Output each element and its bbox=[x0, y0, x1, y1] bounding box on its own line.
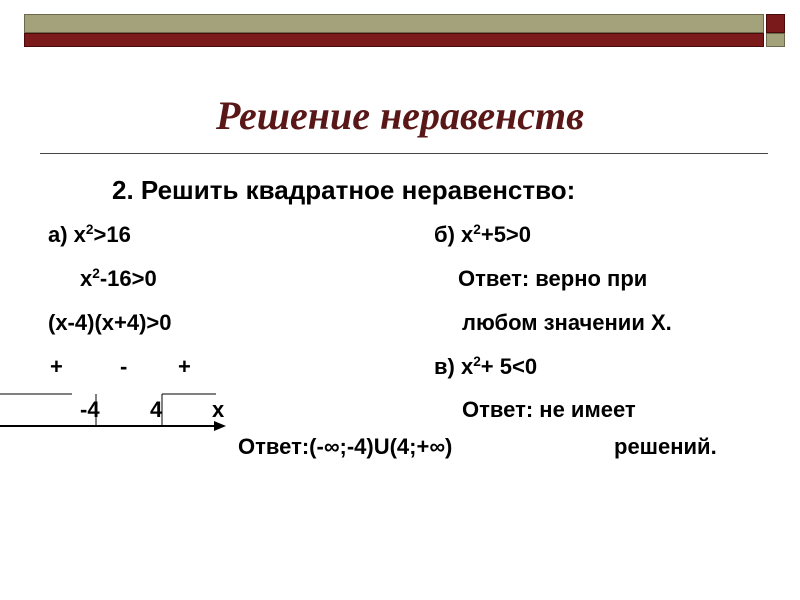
number-line bbox=[0, 392, 230, 432]
step1-exponent: 2 bbox=[92, 265, 100, 281]
part-c-inequality bbox=[434, 354, 537, 380]
part-c-answer-line2: решений. bbox=[614, 434, 717, 459]
part-b-answer-line2: любом значении X. bbox=[462, 310, 672, 335]
axis-x-label: x bbox=[212, 397, 225, 422]
part-a-answer: Ответ:(-∞;-4)U(4;+∞) bbox=[238, 434, 453, 459]
part-c-answer-line1: Ответ: не имеет bbox=[462, 397, 636, 422]
title-divider bbox=[40, 153, 768, 154]
part-b-answer-line1: Ответ: верно при bbox=[458, 266, 648, 291]
point-4-label: 4 bbox=[150, 397, 163, 422]
part-c-base: в) x bbox=[434, 354, 474, 379]
step1-rhs: -16>0 bbox=[99, 266, 157, 291]
part-b-exponent: 2 bbox=[473, 221, 481, 237]
part-b-rhs: +5>0 bbox=[480, 222, 532, 247]
part-a-rhs: >16 bbox=[93, 222, 131, 247]
part-b-inequality bbox=[434, 222, 531, 248]
part-a-step1 bbox=[80, 266, 157, 292]
header-square-olive bbox=[766, 33, 785, 47]
point-minus4-label: -4 bbox=[80, 397, 100, 422]
task-subtitle: 2. Решить квадратное неравенство: bbox=[112, 175, 576, 205]
sign-middle: - bbox=[120, 354, 128, 379]
part-c-exponent: 2 bbox=[473, 353, 481, 369]
sign-right: + bbox=[178, 354, 191, 379]
part-a-step2: (x-4)(x+4)>0 bbox=[48, 310, 172, 335]
header-bar-olive bbox=[24, 14, 764, 33]
header-bar-red bbox=[24, 33, 764, 47]
part-a-exponent: 2 bbox=[85, 221, 94, 237]
part-a-base: а) x bbox=[48, 222, 86, 247]
part-c-rhs: + 5<0 bbox=[480, 354, 538, 379]
part-b-base: б) x bbox=[434, 222, 474, 247]
part-a-inequality bbox=[48, 222, 131, 248]
slide-title: Решение неравенств bbox=[215, 93, 585, 138]
header-square-red bbox=[766, 14, 785, 33]
sign-left: + bbox=[50, 354, 63, 379]
step1-base: x bbox=[80, 266, 93, 291]
